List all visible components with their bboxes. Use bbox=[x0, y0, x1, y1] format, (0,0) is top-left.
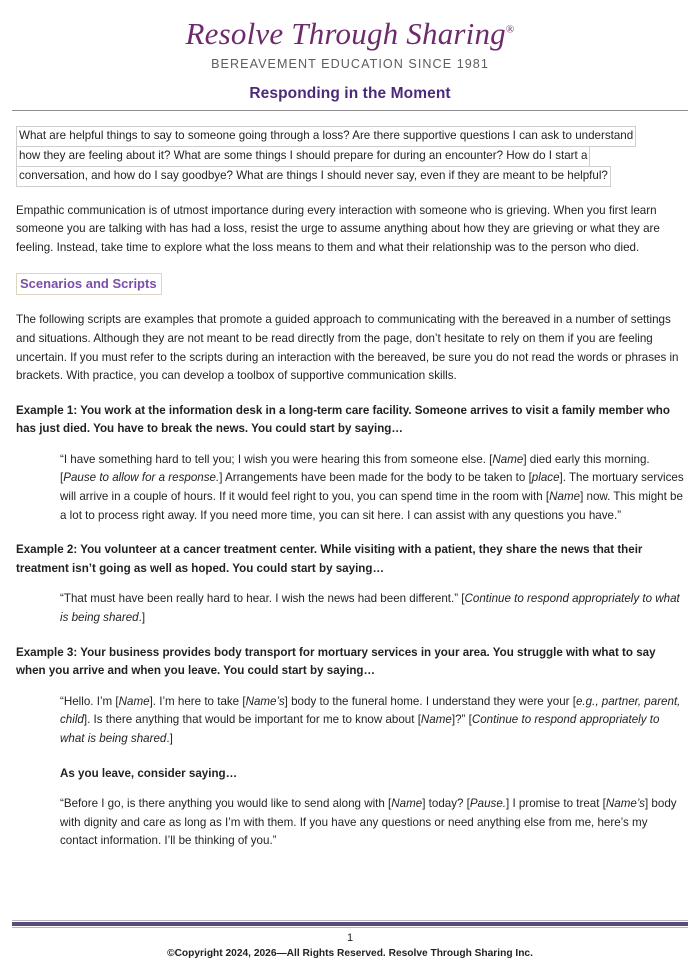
brand-name-text: Resolve Through Sharing bbox=[185, 16, 506, 51]
masthead bbox=[12, 0, 688, 71]
example-3-quote: “Hello. I’m [Name]. I’m here to take [Name’s] body to the funeral home. I understand they were your [e.g., partner, parent, child]. Is there anything that would be important for me to know about [Name]?” [Continue to respond appropriately to what is being shared.] bbox=[60, 694, 681, 746]
example-3-second-quote: “Before I go, is there anything you would like to send along with [Name] today? [Pause.] I promise to treat [Name’s] body with dignity and care as long as I’m with them. If you have any questions or need anything else from me, here’s my contact information. I’ll be thinking of you.” bbox=[60, 797, 677, 848]
example-3-heading: Example 3: Your business provides body transport for mortuary services in your area. You struggle with what to say when you arrive and when you leave. You could start by saying… bbox=[16, 645, 656, 678]
title-divider bbox=[12, 110, 688, 111]
intro-question-block bbox=[16, 126, 684, 187]
footer-divider-thin-top bbox=[12, 920, 688, 921]
footer-divider-thick bbox=[12, 922, 688, 926]
intro-question-line: how they are feeling about it? What are some things I should prepare for during an encounter? How do I start a bbox=[16, 146, 590, 167]
brand-tagline: BEREAVEMENT EDUCATION SINCE 1981 bbox=[211, 56, 489, 71]
section-intro-paragraph: The following scripts are examples that promote a guided approach to communicating with the bereaved in a number of settings and situations. Although they are not meant to be read directly from the page, don’t hesitate to rely on them if you are feeling uncertain. If you must refer to the scripts during an interaction with the bereaved, be sure you do not read the words or phrases in brackets. With practice, you can develop a toolbox of supportive communication skills. bbox=[16, 313, 679, 383]
copyright-notice: ©Copyright 2024, 2026—All Rights Reserved. Resolve Through Sharing Inc. bbox=[167, 948, 533, 959]
registered-trademark-icon: ® bbox=[505, 23, 515, 36]
page-footer bbox=[12, 920, 688, 960]
example-2-heading: Example 2: You volunteer at a cancer treatment center. While visiting with a patient, they share the news that their treatment isn’t going as well as hoped. You could start by saying… bbox=[16, 543, 643, 575]
intro-question-line: conversation, and how do I say goodbye? What are things I should never say, even if they are meant to be helpful? bbox=[16, 166, 611, 187]
example-1-quote: “I have something hard to tell you; I wish you were hearing this from someone else. [Name] died early this morning. [Pause to allow for a response.] Arrangements have been made for the body to be taken to [place]. The mortuary services will arrive in a couple of hours. If it would feel right to you, you can spend time in the room with [Name] now. This might be a lot to process right away. If you need more time, you can sit here. I can assist with any questions you have.” bbox=[60, 452, 684, 522]
page-number: 1 bbox=[346, 932, 354, 944]
brand-logo-wordmark bbox=[12, 18, 688, 51]
section-heading-scenarios-and-scripts: Scenarios and Scripts bbox=[16, 273, 162, 295]
example-3-subheading: As you leave, consider saying… bbox=[60, 766, 238, 780]
example-2-quote: “That must have been really hard to hear. I wish the news had been different.” [Continue to respond appropriately to what is being shared.] bbox=[60, 592, 680, 625]
page-title: Responding in the Moment bbox=[249, 84, 451, 102]
document-body bbox=[12, 126, 688, 851]
intro-paragraph: Empathic communication is of utmost importance during every interaction with someone who is grieving. When you first learn someone you are talking with has had a loss, resist the urge to assume anything about how they are grieving or what they are feeling. Instead, take time to explore what the loss means to them and what their relationship was to the person who died. bbox=[16, 203, 660, 254]
example-1-heading: Example 1: You work at the information desk in a long-term care facility. Someone arrives to visit a family member who has just died. You have to break the news. You could start by saying… bbox=[16, 403, 670, 436]
footer-divider-thin-bottom bbox=[12, 927, 688, 928]
intro-question-line: What are helpful things to say to someone going through a loss? Are there supportive questions I can ask to understand bbox=[16, 126, 636, 147]
